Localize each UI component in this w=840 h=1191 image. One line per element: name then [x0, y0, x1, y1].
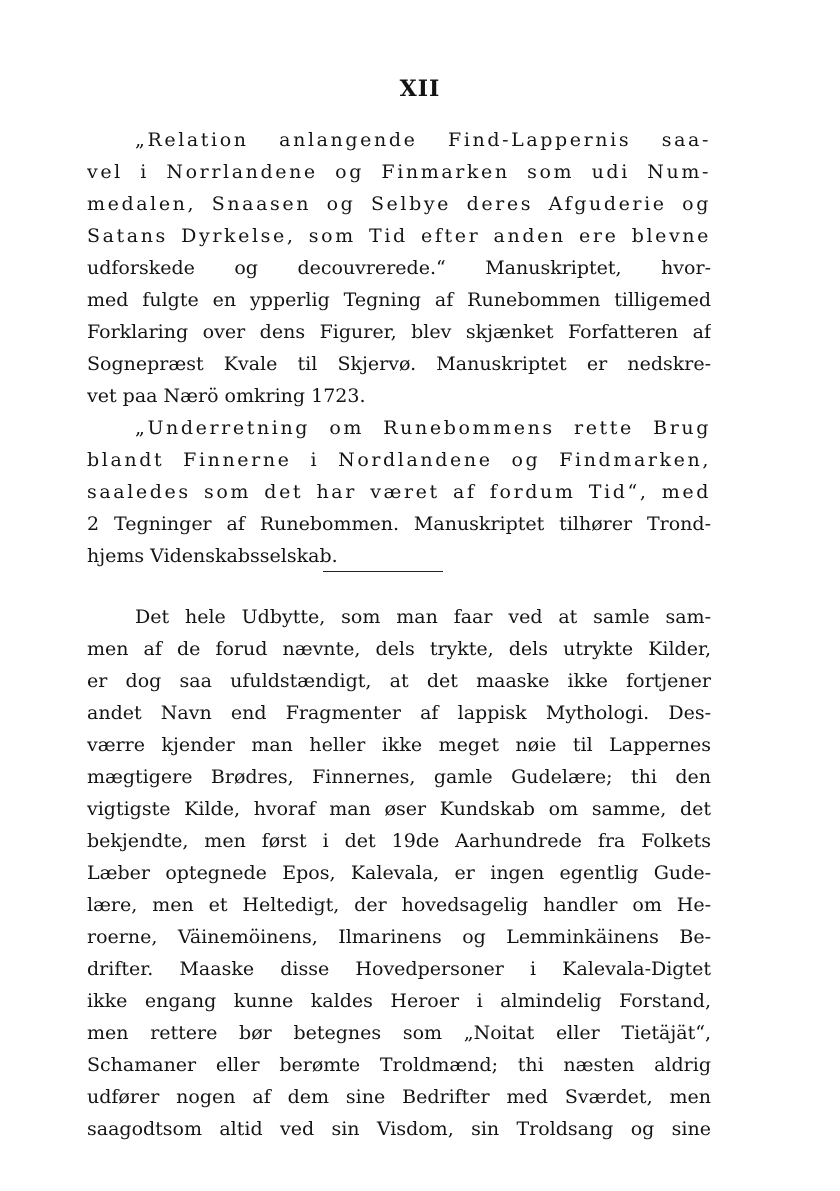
text-line: Forklaring over dens Figurer, blev skjænket Forfatteren af [87, 321, 711, 343]
text-line: Sognepræst Kvale til Skjervø. Manuskriptet er nedskre- [87, 353, 711, 375]
text-line: andet Navn end Fragmenter af lappisk Mythologi. Des- [87, 702, 711, 724]
text-line: medalen, Snaasen og Selbye deres Afguderie og [87, 193, 711, 215]
text-line: 2 Tegninger af Runebommen. Manuskriptet tilhører Trond- [87, 513, 711, 535]
text-line: Det hele Udbytte, som man faar ved at samle sam- [135, 606, 711, 628]
text-line: lære, men et Heltedigt, der hovedsagelig handler om He- [87, 894, 711, 916]
text-line: drifter. Maaske disse Hovedpersoner i Kalevala-Digtet [87, 958, 711, 980]
text-line: udfører nogen af dem sine Bedrifter med Sværdet, men [87, 1086, 711, 1108]
page-number: XII [399, 76, 441, 102]
text-line: udforskede og decouvrerede.“ Manuskriptet, hvor- [87, 257, 711, 279]
text-line: „Relation anlangende Find-Lappernis saa- [135, 129, 711, 151]
text-line: blandt Finnerne i Nordlandene og Findmarken, [87, 449, 711, 471]
text-line: vet paa Nærö omkring 1723. [87, 385, 366, 407]
text-line: med fulgte en ypperlig Tegning af Runebommen tilligemed [87, 289, 711, 311]
text-line: roerne, Väinemöinens, Ilmarinens og Lemminkäinens Be- [87, 926, 711, 948]
text-line: mægtigere Brødres, Finnernes, gamle Gudelære; thi den [87, 766, 711, 788]
text-line: er dog saa ufuldstændigt, at det maaske ikke fortjener [87, 670, 711, 692]
text-line: „Underretning om Runebommens rette Brug [135, 417, 711, 439]
text-line: men af de forud nævnte, dels trykte, dels utrykte Kilder, [87, 638, 711, 660]
text-line: hjems Videnskabsselskab. [87, 545, 338, 567]
text-line: saagodtsom altid ved sin Visdom, sin Troldsang og sine [87, 1118, 711, 1140]
text-line: bekjendte, men først i det 19de Aarhundrede fra Folkets [87, 830, 711, 852]
text-line: Schamaner eller berømte Troldmænd; thi næsten aldrig [87, 1054, 711, 1076]
section-divider [323, 571, 443, 572]
text-line: Læber optegnede Epos, Kalevala, er ingen egentlig Gude- [87, 862, 711, 884]
text-line: men rettere bør betegnes som „Noitat eller Tietäjät“, [87, 1022, 711, 1044]
text-line: vigtigste Kilde, hvoraf man øser Kundskab om samme, det [87, 798, 711, 820]
text-line: Satans Dyrkelse, som Tid efter anden ere blevne [87, 225, 711, 247]
text-line: værre kjender man heller ikke meget nøie til Lappernes [87, 734, 711, 756]
text-line: ikke engang kunne kaldes Heroer i almindelig Forstand, [87, 990, 711, 1012]
text-line: vel i Norrlandene og Finmarken som udi Num- [87, 161, 711, 183]
text-line: saaledes som det har været af fordum Tid“, med [87, 481, 711, 503]
